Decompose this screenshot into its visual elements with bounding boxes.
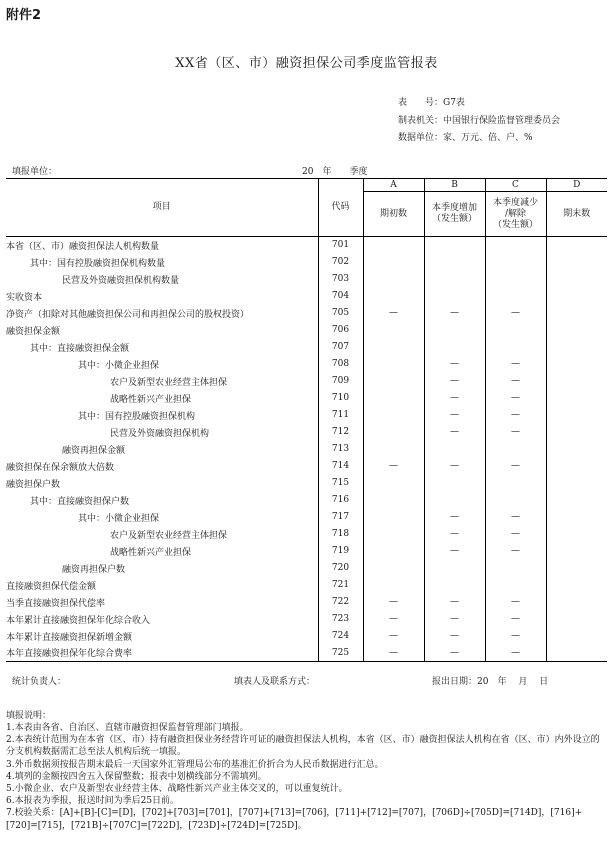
cell-col-a[interactable]: [363, 407, 424, 424]
row-code: 717: [318, 509, 363, 526]
note-item: 5.小微企业、农户及新型农业经营主体、战略性新兴产业主体交叉的，可以重复统计。: [6, 784, 348, 795]
row-label: 其中：国有控股融资担保机构数量: [30, 258, 166, 269]
cell-col-a[interactable]: [363, 424, 424, 441]
row-label: 其中：小微企业担保: [78, 513, 160, 524]
cell-col-b: —: [424, 526, 485, 543]
cell-col-c: —: [485, 509, 546, 526]
cell-col-b: —: [424, 611, 485, 628]
cell-col-a: —: [363, 594, 424, 611]
cell-col-c[interactable]: [485, 254, 546, 271]
row-label: 本年累计直接融资担保年化综合收入: [6, 615, 151, 626]
cell-col-b: —: [424, 424, 485, 441]
cell-col-a[interactable]: [363, 543, 424, 560]
cell-col-b: —: [424, 305, 485, 322]
filler-contact-label: 填表人及联系方式：: [234, 677, 316, 687]
row-label: 农户及新型农业经营主体担保: [110, 530, 228, 541]
note-item: 2.本表统计范围为在本省（区、市）持有融资担保业务经营许可证的融资担保法人机构，本省（区、市）融资担保法人机构在省（区、市）内外设立的分支机构数据需汇总至法人机构后统一填报。: [6, 735, 600, 758]
attachment-label: 附件2: [6, 8, 42, 23]
cell-col-b[interactable]: [424, 560, 485, 577]
column-header-opening: 期初数: [363, 192, 424, 237]
cell-col-a[interactable]: [363, 441, 424, 458]
table-row: [6, 492, 607, 509]
table-row: [6, 254, 607, 271]
column-letter-c: C: [485, 179, 546, 192]
column-letter-d: D: [546, 179, 607, 192]
cell-col-d[interactable]: [546, 271, 607, 288]
cell-col-c: —: [485, 526, 546, 543]
column-header-increase: 本季度增加 （发生额）: [424, 192, 485, 237]
column-header-closing: 期末数: [546, 192, 607, 237]
row-label: 当季直接融资担保代偿率: [6, 598, 106, 609]
row-label: 战略性新兴产业担保: [110, 394, 192, 405]
cell-col-a: —: [363, 305, 424, 322]
row-label: 其中：国有控股融资担保机构: [78, 411, 196, 422]
cell-col-c[interactable]: [485, 577, 546, 594]
table-row: [6, 543, 607, 560]
cell-col-c: —: [485, 611, 546, 628]
table-row: [6, 475, 607, 492]
row-code: 709: [318, 373, 363, 390]
cell-col-d[interactable]: [546, 339, 607, 356]
row-code: 725: [318, 645, 363, 662]
cell-col-d[interactable]: [546, 492, 607, 509]
table-row: [6, 509, 607, 526]
table-row: [6, 373, 607, 390]
column-header-decrease: 本季度减少 /解除 （发生额）: [485, 192, 546, 237]
cell-col-a[interactable]: [363, 237, 424, 254]
row-code: 707: [318, 339, 363, 356]
cell-col-b: —: [424, 356, 485, 373]
note-item: 7.校验关系：[A]+[B]-[C]=[D]，[702]+[703]=[701]，[707]+[713]=[706]，[711]+[712]=[707]，[706D]÷[705D]=[714D]，[716]+[720]=[715]，[721B]÷[707C]=[722D]，[723D]÷[724D]=[725D]。: [6, 808, 583, 831]
cell-col-c: —: [485, 424, 546, 441]
table-row: [6, 390, 607, 407]
row-label: 融资再担保金额: [62, 445, 126, 456]
row-code: 704: [318, 288, 363, 305]
cell-col-c: —: [485, 390, 546, 407]
note-item: 3.外币数据须按报告期末最后一天国家外汇管理局公布的基准汇价折合为人民币数据进行汇总。: [6, 759, 384, 770]
table-row: [6, 305, 607, 322]
row-label: 本年直接融资担保年化综合费率: [6, 645, 318, 662]
cell-col-c[interactable]: [485, 288, 546, 305]
reporting-unit-label: 填报单位：: [12, 167, 58, 177]
row-code: 718: [318, 526, 363, 543]
row-label: 融资再担保户数: [62, 564, 126, 575]
cell-col-d[interactable]: [546, 441, 607, 458]
table-row: [6, 407, 607, 424]
cell-col-b: —: [424, 390, 485, 407]
table-row: [6, 526, 607, 543]
cell-col-b[interactable]: [424, 441, 485, 458]
cell-col-c[interactable]: [485, 339, 546, 356]
cell-col-d[interactable]: [546, 611, 607, 628]
table-row: [6, 560, 607, 577]
cell-col-d[interactable]: [546, 254, 607, 271]
cell-col-d[interactable]: [546, 509, 607, 526]
table-row: [6, 356, 607, 373]
statistics-supervisor-label: 统计负责人：: [12, 677, 67, 687]
cell-col-c: —: [485, 543, 546, 560]
table-row: [6, 441, 607, 458]
cell-col-a[interactable]: [363, 560, 424, 577]
cell-col-d[interactable]: [546, 237, 607, 254]
cell-col-c: —: [485, 645, 546, 662]
cell-col-a[interactable]: [363, 390, 424, 407]
row-label: 净资产（扣除对其他融资担保公司和再担保公司的股权投资）: [6, 309, 250, 320]
cell-col-c: —: [485, 458, 546, 475]
cell-col-a[interactable]: [363, 339, 424, 356]
cell-col-d[interactable]: [546, 475, 607, 492]
row-code: 716: [318, 492, 363, 509]
cell-col-c: —: [485, 407, 546, 424]
table-row: [6, 594, 607, 611]
cell-col-a[interactable]: [363, 577, 424, 594]
cell-col-a: —: [363, 645, 424, 662]
table-number: 表 号：G7表: [398, 98, 465, 108]
note-item: 6.本报表为季报，报送时间为季后25日前。: [6, 796, 180, 807]
row-code: 714: [318, 458, 363, 475]
cell-col-b: —: [424, 373, 485, 390]
cell-col-c: —: [485, 305, 546, 322]
table-row: [6, 339, 607, 356]
cell-col-d[interactable]: [546, 645, 607, 662]
cell-col-c[interactable]: [485, 492, 546, 509]
row-code: 719: [318, 543, 363, 560]
column-letter-a: A: [363, 179, 424, 192]
cell-col-b[interactable]: [424, 237, 485, 254]
cell-col-a[interactable]: [363, 526, 424, 543]
cell-col-c[interactable]: [485, 237, 546, 254]
row-code: 723: [318, 611, 363, 628]
cell-col-a[interactable]: [363, 373, 424, 390]
row-label: 战略性新兴产业担保: [110, 547, 192, 558]
cell-col-d[interactable]: [546, 390, 607, 407]
row-label: 其中：小微企业担保: [78, 360, 160, 371]
row-code: 712: [318, 424, 363, 441]
row-code: 703: [318, 271, 363, 288]
row-code: 722: [318, 594, 363, 611]
report-date-label: 报出日期：20 年 月 日: [432, 677, 549, 687]
cell-col-d[interactable]: [546, 560, 607, 577]
table-row: [6, 577, 607, 594]
cell-col-d[interactable]: [546, 577, 607, 594]
cell-col-d[interactable]: [546, 288, 607, 305]
cell-col-c: —: [485, 628, 546, 645]
cell-col-a[interactable]: [363, 475, 424, 492]
cell-col-d[interactable]: [546, 543, 607, 560]
row-label: 本年累计直接融资担保新增金额: [6, 632, 133, 643]
cell-col-c[interactable]: [485, 475, 546, 492]
cell-col-b: —: [424, 594, 485, 611]
row-label: 农户及新型农业经营主体担保: [110, 377, 228, 388]
table-row: [6, 611, 607, 628]
cell-col-b[interactable]: [424, 254, 485, 271]
report-table: [6, 178, 607, 662]
cell-col-d[interactable]: [546, 594, 607, 611]
note-item: 4.填列的金额按四舍五入保留整数；报表中划横线部分不需填列。: [6, 771, 267, 782]
issuing-authority: 制表机关：中国银行保险监督管理委员会: [398, 116, 561, 126]
cell-col-b: —: [424, 645, 485, 662]
cell-col-b[interactable]: [424, 322, 485, 339]
row-code: 715: [318, 475, 363, 492]
row-code: 710: [318, 390, 363, 407]
cell-col-c[interactable]: [485, 271, 546, 288]
cell-col-a[interactable]: [363, 288, 424, 305]
table-row: [6, 288, 607, 305]
row-code: 705: [318, 305, 363, 322]
table-row: [6, 645, 607, 662]
cell-col-b: —: [424, 509, 485, 526]
row-label: 实收资本: [6, 292, 43, 303]
cell-col-b: —: [424, 543, 485, 560]
cell-col-b[interactable]: [424, 475, 485, 492]
cell-col-a[interactable]: [363, 509, 424, 526]
notes-title: 填报说明：: [6, 711, 52, 721]
cell-col-b[interactable]: [424, 271, 485, 288]
cell-col-a: —: [363, 611, 424, 628]
cell-col-c: —: [485, 594, 546, 611]
table-row: [6, 424, 607, 441]
cell-col-b: —: [424, 628, 485, 645]
cell-col-d[interactable]: [546, 424, 607, 441]
row-code: 701: [318, 237, 363, 254]
row-code: 720: [318, 560, 363, 577]
cell-col-c[interactable]: [485, 441, 546, 458]
row-label: 融资担保在保余额放大倍数: [6, 462, 115, 473]
row-code: 706: [318, 322, 363, 339]
cell-col-a[interactable]: [363, 271, 424, 288]
row-label: 其中：直接融资担保户数: [30, 496, 130, 507]
reporting-period: 20 年 季度: [302, 167, 368, 177]
row-label: 融资担保金额: [6, 326, 61, 337]
notes-section: [6, 722, 602, 832]
cell-col-c: —: [485, 373, 546, 390]
table-row: [6, 271, 607, 288]
cell-col-c: —: [485, 356, 546, 373]
row-label: 民营及外资融资担保机构: [110, 428, 210, 439]
cell-col-b[interactable]: [424, 339, 485, 356]
row-code: 711: [318, 407, 363, 424]
cell-col-a[interactable]: [363, 492, 424, 509]
column-header-item: 项目: [6, 179, 318, 237]
page-title: XX省（区、市）融资担保公司季度监管报表: [175, 56, 438, 71]
cell-col-b: —: [424, 407, 485, 424]
cell-col-d[interactable]: [546, 458, 607, 475]
table-row: [6, 237, 607, 254]
cell-col-d[interactable]: [546, 322, 607, 339]
row-label: 本省（区、市）融资担保法人机构数量: [6, 241, 160, 252]
cell-col-b[interactable]: [424, 492, 485, 509]
table-row: [6, 322, 607, 339]
table-row: [6, 628, 607, 645]
cell-col-a: —: [363, 628, 424, 645]
cell-col-d[interactable]: [546, 356, 607, 373]
row-code: 724: [318, 628, 363, 645]
column-letter-b: B: [424, 179, 485, 192]
cell-col-c[interactable]: [485, 560, 546, 577]
row-code: 713: [318, 441, 363, 458]
cell-col-d[interactable]: [546, 373, 607, 390]
note-item: 1.本表由各省、自治区、直辖市融资担保监督管理部门填报。: [6, 723, 249, 733]
column-header-code: 代码: [318, 179, 363, 237]
cell-col-a[interactable]: [363, 254, 424, 271]
cell-col-b: —: [424, 458, 485, 475]
table-row: [6, 458, 607, 475]
row-code: 708: [318, 356, 363, 373]
row-code: 702: [318, 254, 363, 271]
cell-col-a[interactable]: [363, 322, 424, 339]
row-label: 其中：直接融资担保金额: [30, 343, 130, 354]
cell-col-d[interactable]: [546, 526, 607, 543]
row-label: 直接融资担保代偿金额: [6, 581, 97, 592]
cell-col-b[interactable]: [424, 577, 485, 594]
row-label: 融资担保户数: [6, 479, 61, 490]
cell-col-c[interactable]: [485, 322, 546, 339]
row-code: 721: [318, 577, 363, 594]
cell-col-b[interactable]: [424, 288, 485, 305]
cell-col-a: —: [363, 458, 424, 475]
row-label: 民营及外资融资担保机构数量: [62, 275, 180, 286]
data-unit: 数据单位：家、万元、倍、户、%: [398, 133, 533, 143]
cell-col-d[interactable]: [546, 407, 607, 424]
cell-col-d[interactable]: [546, 305, 607, 322]
cell-col-d[interactable]: [546, 628, 607, 645]
cell-col-a[interactable]: [363, 356, 424, 373]
